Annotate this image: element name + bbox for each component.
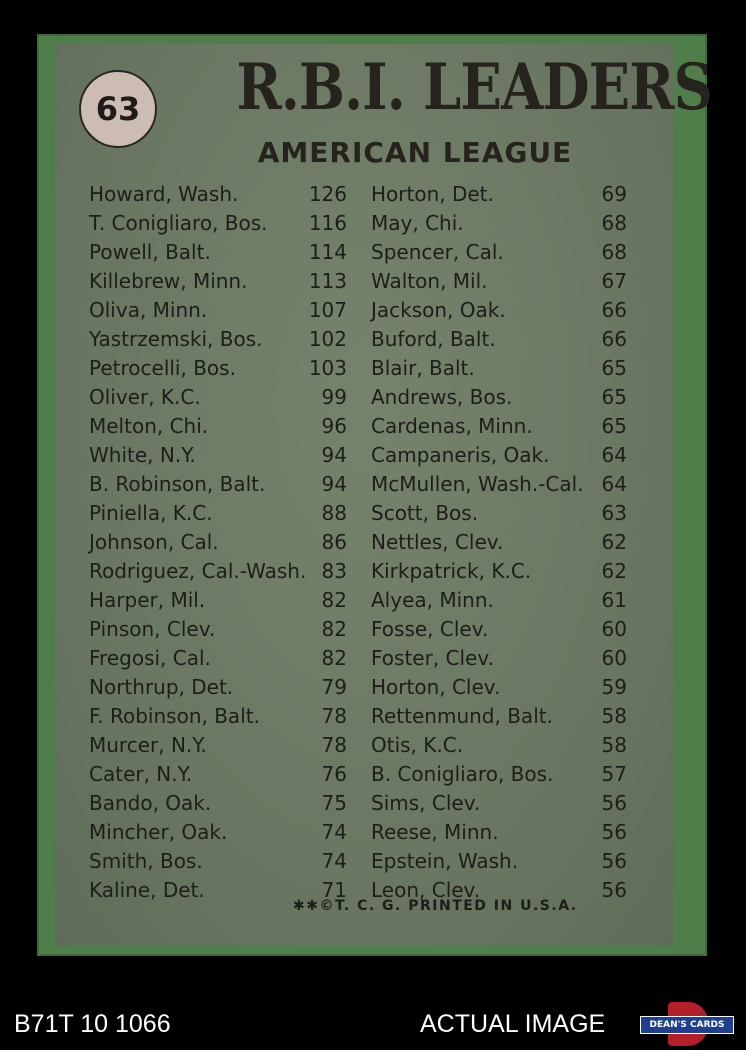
player-name: Bando, Oak.: [89, 791, 212, 815]
rbi-value: 66: [601, 327, 627, 351]
rbi-value: 78: [321, 704, 347, 728]
rbi-value: 74: [321, 820, 347, 844]
rbi-value: 62: [601, 530, 627, 554]
rbi-value: 64: [601, 443, 627, 467]
player-name: Nettles, Clev.: [371, 530, 504, 554]
player-name: Mincher, Oak.: [89, 820, 228, 844]
logo-text: DEAN'S CARDS: [640, 1016, 734, 1034]
player-name: Oliver, K.C.: [89, 385, 201, 409]
player-name: Johnson, Cal.: [89, 530, 219, 554]
rbi-value: 59: [601, 675, 627, 699]
rbi-value: 82: [321, 646, 347, 670]
rbi-value: 126: [308, 182, 347, 206]
rbi-value: 78: [321, 733, 347, 757]
rbi-value: 56: [601, 791, 627, 815]
rbi-value: 58: [601, 733, 627, 757]
player-name: Murcer, N.Y.: [89, 733, 207, 757]
rbi-value: 114: [308, 240, 347, 264]
rbi-value: 60: [601, 646, 627, 670]
card-number-badge: 63: [79, 70, 157, 148]
player-name: Cater, N.Y.: [89, 762, 193, 786]
rbi-value: 113: [308, 269, 347, 293]
rbi-value: 99: [321, 385, 347, 409]
player-name: Kirkpatrick, K.C.: [371, 559, 532, 583]
rbi-value: 58: [601, 704, 627, 728]
rbi-value: 68: [601, 240, 627, 264]
card-subtitle: AMERICAN LEAGUE: [257, 136, 573, 169]
rbi-value: 66: [601, 298, 627, 322]
rbi-value: 60: [601, 617, 627, 641]
player-name: Leon, Clev.: [371, 878, 481, 902]
player-name: B. Conigliaro, Bos.: [371, 762, 554, 786]
sku-label: B71T 10 1066: [14, 1010, 171, 1038]
player-name: Fregosi, Cal.: [89, 646, 211, 670]
rbi-value: 94: [321, 443, 347, 467]
rbi-value: 102: [308, 327, 347, 351]
player-name: Oliva, Minn.: [89, 298, 208, 322]
player-name: Piniella, K.C.: [89, 501, 213, 525]
rbi-value: 107: [308, 298, 347, 322]
player-name: Sims, Clev.: [371, 791, 481, 815]
player-name: Scott, Bos.: [371, 501, 479, 525]
player-name: Northrup, Det.: [89, 675, 234, 699]
rbi-value: 103: [308, 356, 347, 380]
player-name: Cardenas, Minn.: [371, 414, 533, 438]
player-name: Fosse, Clev.: [371, 617, 489, 641]
player-name: May, Chi.: [371, 211, 464, 235]
rbi-value: 94: [321, 472, 347, 496]
player-name: Foster, Clev.: [371, 646, 494, 670]
rbi-value: 67: [601, 269, 627, 293]
rbi-value: 65: [601, 385, 627, 409]
player-name: Campaneris, Oak.: [371, 443, 550, 467]
rbi-value: 96: [321, 414, 347, 438]
rbi-value: 83: [321, 559, 347, 583]
player-name: B. Robinson, Balt.: [89, 472, 266, 496]
player-name: Horton, Det.: [371, 182, 494, 206]
rbi-value: 69: [601, 182, 627, 206]
rbi-value: 86: [321, 530, 347, 554]
player-name: Harper, Mil.: [89, 588, 206, 612]
player-name: T. Conigliaro, Bos.: [89, 211, 268, 235]
rbi-value: 88: [321, 501, 347, 525]
player-name: Otis, K.C.: [371, 733, 464, 757]
card-panel: [55, 44, 713, 946]
player-name: Blair, Balt.: [371, 356, 475, 380]
player-name: Jackson, Oak.: [371, 298, 506, 322]
card-title: R.B.I. LEADERS: [236, 50, 713, 125]
player-name: Rettenmund, Balt.: [371, 704, 553, 728]
rbi-value: 65: [601, 356, 627, 380]
player-name: McMullen, Wash.-Cal.: [371, 472, 584, 496]
player-name: Killebrew, Minn.: [89, 269, 248, 293]
player-name: Smith, Bos.: [89, 849, 203, 873]
card-back: [37, 34, 713, 956]
player-name: Spencer, Cal.: [371, 240, 504, 264]
rbi-value: 68: [601, 211, 627, 235]
player-name: F. Robinson, Balt.: [89, 704, 260, 728]
player-name: Pinson, Clev.: [89, 617, 216, 641]
player-name: Andrews, Bos.: [371, 385, 513, 409]
rbi-value: 79: [321, 675, 347, 699]
player-name: Howard, Wash.: [89, 182, 239, 206]
player-name: Rodriguez, Cal.-Wash.: [89, 559, 307, 583]
player-name: Melton, Chi.: [89, 414, 209, 438]
rbi-value: 76: [321, 762, 347, 786]
player-name: Walton, Mil.: [371, 269, 488, 293]
rbi-value: 57: [601, 762, 627, 786]
rbi-value: 74: [321, 849, 347, 873]
player-name: Buford, Balt.: [371, 327, 496, 351]
rbi-value: 82: [321, 617, 347, 641]
rbi-value: 56: [601, 878, 627, 902]
rbi-value: 61: [601, 588, 627, 612]
copyright-footer: ✱✱©T. C. G. PRINTED IN U.S.A.: [293, 898, 578, 914]
player-name: Powell, Balt.: [89, 240, 211, 264]
rbi-value: 63: [601, 501, 627, 525]
rbi-value: 56: [601, 820, 627, 844]
rbi-value: 56: [601, 849, 627, 873]
rbi-value: 65: [601, 414, 627, 438]
rbi-value: 62: [601, 559, 627, 583]
rbi-value: 75: [321, 791, 347, 815]
rbi-value: 64: [601, 472, 627, 496]
actual-image-label: ACTUAL IMAGE: [420, 1010, 606, 1038]
player-name: Petrocelli, Bos.: [89, 356, 236, 380]
rbi-value: 71: [321, 878, 347, 902]
deans-cards-logo: [640, 1002, 734, 1046]
player-name: Yastrzemski, Bos.: [89, 327, 263, 351]
player-name: Epstein, Wash.: [371, 849, 519, 873]
player-name: Reese, Minn.: [371, 820, 499, 844]
player-name: Alyea, Minn.: [371, 588, 494, 612]
rbi-value: 82: [321, 588, 347, 612]
rbi-value: 116: [308, 211, 347, 235]
player-name: White, N.Y.: [89, 443, 196, 467]
player-name: Horton, Clev.: [371, 675, 501, 699]
player-name: Kaline, Det.: [89, 878, 205, 902]
